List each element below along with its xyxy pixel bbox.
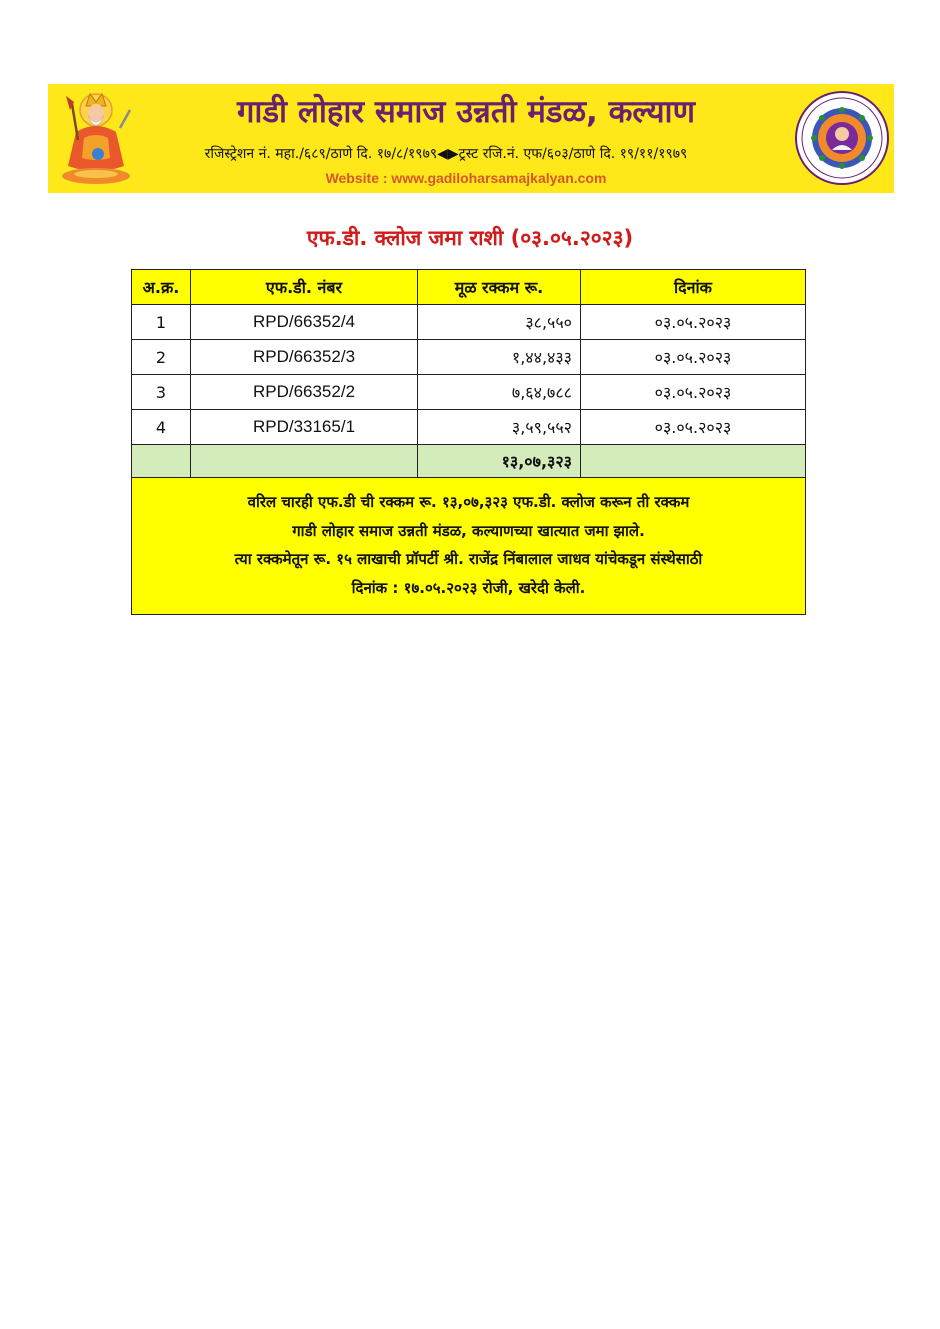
fd-number-cell: RPD/66352/2 — [191, 375, 418, 410]
document-title: एफ.डी. क्लोज जमा राशी (०३.०५.२०२३) — [306, 226, 634, 250]
amount-cell: ३८,५५० — [418, 305, 581, 340]
deity-illustration — [54, 88, 140, 188]
organization-seal — [794, 90, 890, 186]
fd-number-cell: RPD/66352/3 — [191, 340, 418, 375]
table-row — [132, 340, 806, 375]
note-line: दिनांक : १७.०५.२०२३ रोजी, खरेदी केली. — [351, 578, 586, 597]
serial-cell: 1 — [132, 305, 191, 340]
header-fd-number: एफ.डी. नंबर — [191, 270, 418, 305]
header-amount: मूळ रक्कम रू. — [418, 270, 581, 305]
website-link[interactable]: Website : www.gadiloharsamajkalyan.com — [325, 170, 607, 186]
total-row — [132, 445, 806, 478]
fd-table — [131, 269, 806, 615]
fd-number-cell: RPD/33165/1 — [191, 410, 418, 445]
note-line: वरिल चारही एफ.डी ची रक्कम रू. १३,०७,३२३ एफ.डी. क्लोज करून ती रक्कम — [247, 493, 690, 511]
amount-cell: ३,५९,५५२ — [418, 410, 581, 445]
table-header-row — [132, 270, 806, 305]
letterhead-banner — [48, 84, 894, 193]
total-empty-cell — [581, 445, 806, 478]
registration-details: रजिस्ट्रेशन नं. महा./६८९/ठाणे दि. १७/८/१९७९◀▶ट्रस्ट रजि.नं. एफ/६०३/ठाणे दि. १९/११/१९७९ — [204, 146, 688, 162]
date-cell: ०३.०५.२०२३ — [581, 340, 806, 375]
header-date: दिनांक — [581, 270, 806, 305]
total-amount-cell: १३,०७,३२३ — [418, 445, 581, 478]
date-cell: ०३.०५.२०२३ — [581, 375, 806, 410]
amount-cell: १,४४,४३३ — [418, 340, 581, 375]
note-line: त्या रक्कमेतून रू. १५ लाखाची प्रॉपर्टी श्री. राजेंद्र निंबालाल जाधव यांचेकडून संस्थेसाठी — [234, 550, 703, 568]
note-cell — [132, 478, 806, 615]
table-row — [132, 305, 806, 340]
serial-cell: 2 — [132, 340, 191, 375]
note-row — [132, 478, 806, 615]
table-row — [132, 410, 806, 445]
serial-cell: 4 — [132, 410, 191, 445]
header-serial: अ.क्र. — [132, 270, 191, 305]
total-empty-cell — [132, 445, 191, 478]
table-row — [132, 375, 806, 410]
serial-cell: 3 — [132, 375, 191, 410]
date-cell: ०३.०५.२०२३ — [581, 305, 806, 340]
total-empty-cell — [191, 445, 418, 478]
organization-name: गाडी लोहार समाज उन्नती मंडळ, कल्याण — [236, 94, 695, 130]
amount-cell: ७,६४,७८८ — [418, 375, 581, 410]
note-line: गाडी लोहार समाज उन्नती मंडळ, कल्याणच्या खात्यात जमा झाले. — [292, 521, 645, 540]
fd-number-cell: RPD/66352/4 — [191, 305, 418, 340]
date-cell: ०३.०५.२०२३ — [581, 410, 806, 445]
